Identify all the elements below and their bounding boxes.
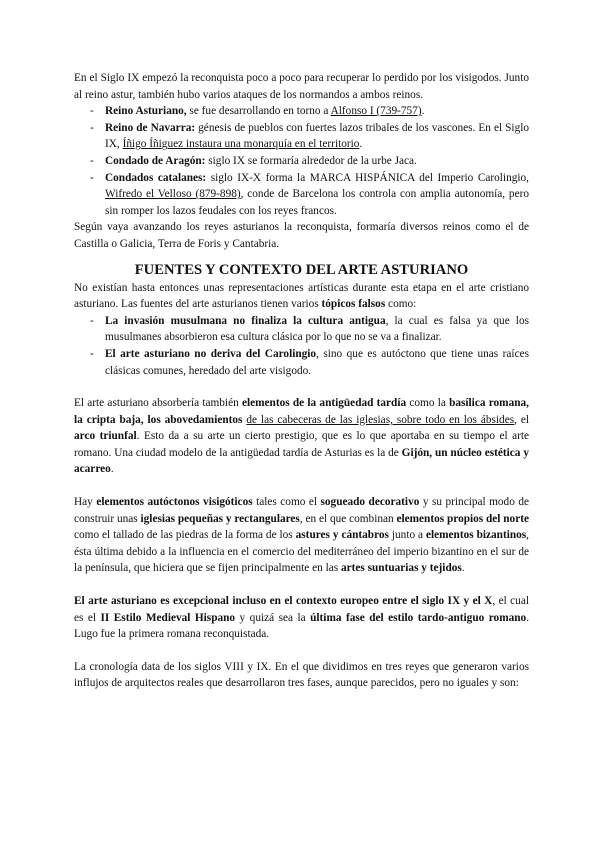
late-antiquity-paragraph xyxy=(74,395,529,478)
list-item-text: , la cual es falsa ya que los musulmanes absorbieron esa cultura clásica por lo que no se va a finalizar. xyxy=(105,314,529,344)
list-item-text: siglo IX se formaría alrededor de la urbe Jaca. xyxy=(205,154,417,167)
text-run: como: xyxy=(385,298,417,311)
chronology-paragraph: La cronología data de los siglos VIII y IX. En el que dividimos en tres reyes que generaron varios influjos de arquitectos reales que desarrollaron tres fases, aunque parecidos, pero no iguales y son: xyxy=(74,660,529,690)
bold-run: última fase del estilo tardo-antiguo romano xyxy=(310,611,527,624)
text-run: . Esto da a su arte un cierto prestigio, que es lo que aportaba en su tiempo el arte romano. Una ciudad modelo de la antigüedad tardía de Asturias es la de xyxy=(74,430,530,459)
list-item-reino-navarra xyxy=(74,120,529,153)
list-item-text: génesis de pueblos con fuertes lazos tribales de los vascones. En el Siglo IX, xyxy=(105,121,530,151)
sources-paragraph xyxy=(74,280,529,313)
section-heading: FUENTES Y CONTEXTO DEL ARTE ASTURIANO xyxy=(134,261,469,278)
text-run: y su principal modo de construir unas xyxy=(74,496,529,525)
list-item-text: siglo IX-X forma la MARCA HISPÁNICA del Imperio Carolingio, xyxy=(206,171,529,184)
text-run: Hay xyxy=(74,496,97,509)
document-page xyxy=(74,70,529,692)
text-run: , el xyxy=(514,413,529,426)
bold-run: arco triunfal xyxy=(74,430,137,443)
bold-run: elementos bizantinos xyxy=(425,529,527,542)
bold-run: astures y cántabros xyxy=(295,529,389,542)
paragraph-gap xyxy=(74,478,529,494)
list-item-text-end: , conde de Barcelona los controla con amplia autonomía, pero sin romper los lazos feudales con los reyes francos. xyxy=(105,188,530,217)
text-run: , ésta última debido a la influencia en el comercio del mediterráneo del imperio bizantino en el sur de la península, que hiciera que se fijen principalmente en las xyxy=(74,529,529,575)
bold-run: sogueado decorativo xyxy=(320,496,420,509)
paragraph-gap xyxy=(74,577,529,593)
list-item-text-end: . xyxy=(421,105,425,118)
text-run: , en el que combinan xyxy=(299,512,397,525)
text-run: como la xyxy=(406,397,450,410)
paragraph-gap xyxy=(74,643,529,659)
bold-run: elementos propios del norte xyxy=(396,512,529,525)
text-run: No existían hasta entonces unas representaciones artísticas durante esta etapa en el arte cristiano asturiano. Las fuentes del arte asturianos tienen varios xyxy=(74,281,529,311)
text-run: , el cual es el xyxy=(74,595,529,624)
list-item-topic xyxy=(74,346,529,379)
kingdoms-list xyxy=(74,103,529,219)
bold-run: El arte asturiano es excepcional incluso en el contexto europeo entre el siglo IX y el X xyxy=(74,595,493,608)
underlined-run: de las cabeceras de las iglesias, sobre todo en los ábsides xyxy=(246,413,515,426)
list-item-text-end: . xyxy=(359,138,363,151)
bold-run: iglesias pequeñas y rectangulares xyxy=(140,512,300,525)
list-item-term: Reino Asturiano, xyxy=(105,105,187,118)
false-topics-list xyxy=(74,313,529,379)
list-item-condado-aragon xyxy=(74,153,529,170)
list-item-underlined: Alfonso I (739-757) xyxy=(330,105,422,118)
list-item-text: se fue desarrollando en torno a xyxy=(186,105,331,118)
list-item-term: Condado de Aragón: xyxy=(105,154,206,167)
bold-run: II Estilo Medieval Hispano xyxy=(100,611,236,624)
list-item-term: Reino de Navarra: xyxy=(105,121,196,134)
list-item-topic xyxy=(74,313,529,346)
exceptional-art-paragraph xyxy=(74,593,529,643)
list-item-underlined: Íñigo Íñiguez instaura una monarquía en el territorio xyxy=(122,138,360,151)
reconquista-paragraph: Según vaya avanzando los reyes asturianos la reconquista, formaría diversos reinos como el de Castilla o Galicia, Terra de Foris y Cantabria. xyxy=(74,221,529,250)
text-run: El arte asturiano absorbería también xyxy=(74,397,242,410)
bold-run: artes suntuarias y tejidos xyxy=(340,562,462,575)
intro-paragraph: En el Siglo IX empezó la reconquista poco a poco para recuperar lo perdido por los visigodos. Junto al reino astur, también hubo varios ataques de los normandos a ambos reinos. xyxy=(74,72,529,101)
list-item-term: El arte asturiano no deriva del Carolingio xyxy=(105,347,317,360)
visigothic-elements-paragraph xyxy=(74,494,529,577)
text-run: y quizá sea la xyxy=(235,611,311,624)
bold-run: basílica romana, la cripta baja, los abovedamientos xyxy=(74,397,529,426)
list-item-underlined: Wifredo el Velloso (879-898) xyxy=(105,188,241,201)
paragraph-gap xyxy=(74,379,529,395)
list-item-term: La invasión musulmana no finaliza la cultura antigua xyxy=(105,314,386,327)
list-item-reino-asturiano xyxy=(74,103,529,120)
text-run: . xyxy=(110,463,114,476)
bold-run: Gijón, un núcleo estética y acarreo xyxy=(74,446,529,476)
bold-run: tópicos falsos xyxy=(321,298,386,311)
bold-run: elementos de la antigüedad tardía xyxy=(241,397,407,410)
text-run: . Lugo fue la primera romana reconquistada. xyxy=(74,611,530,641)
list-item-text: , sino que es autóctono que tiene unas raíces clásicas comunes, heredado del arte visigodo. xyxy=(105,347,529,377)
bold-run: elementos autóctonos visigóticos xyxy=(96,496,253,509)
text-run: . xyxy=(461,562,465,575)
list-item-condados-catalanes xyxy=(74,170,529,220)
text-run: tales como el xyxy=(252,496,321,509)
list-item-term: Condados catalanes: xyxy=(105,171,207,184)
text-run: como el tallado de las piedras de la forma de los xyxy=(74,529,296,542)
text-run: junto a xyxy=(388,529,426,542)
